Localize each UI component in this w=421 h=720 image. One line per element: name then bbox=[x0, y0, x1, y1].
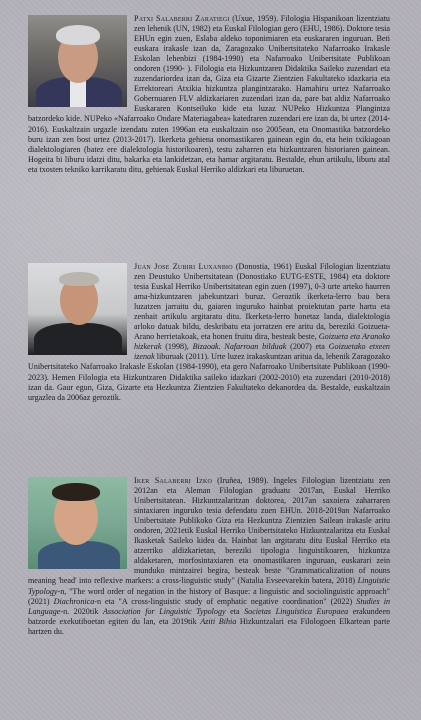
author-name: Iker Salaberri Izko bbox=[134, 476, 213, 485]
shirt-shape bbox=[70, 79, 86, 107]
hair-shape bbox=[52, 483, 100, 501]
author-photo-juanjose bbox=[28, 263, 127, 355]
author-bio-juanjose bbox=[28, 262, 390, 403]
book-title: Goizueta eta Aranoko hizkerak bbox=[134, 332, 390, 352]
author-bio-text: (Iruñea, 1989). Ingeles Filologian lizentziatu zen 2012an eta Aleman Filologian graduatu 2017an, Euskal Herriko Unibertsitatean. Hizkuntzalaritzan doktorea, 2017an saxoiera zaharraren sintaxiaren inguruko tesia defendatu zuen EHUn. 2018-2019an Nafarroako Unibertsitate Publikoko Giza eta Hezkuntza Zientzien Sailean irakasle aritu ondoren, 2021etik Euskal Herriko Unibertsitateko Hizkuntzalaritza eta Euskal Ikasketak Saileko kidea da. Hainbat lan argitaratu ditu Euskal Herriko eta atzerriko aldizkarietan, bereziki tipologia linguistikoaren, hizkuntza aldaketaren, morfosintaxiaren eta onomastikaren inguruan, euskarari zein munduko mintzairei begira, besteak beste "Grammaticalization of nouns meaning 'head' into reflexive markers: a cross-linguistic study" (Natalia Evseevarekin batera, 2018) bbox=[28, 476, 390, 586]
journal-title: Studies in Language bbox=[28, 596, 391, 616]
author-bio-text: -n, "The word order of negation in the history of Basque: a linguistic and sociolinguistic approach" (2021) bbox=[28, 586, 390, 606]
author-bio-text: (2007) eta bbox=[290, 342, 325, 352]
author-bio-text: eta bbox=[230, 606, 240, 616]
author-bio-text: (1998), bbox=[165, 342, 189, 352]
author-bio-text: (Donostia, 1961) Euskal Filologian lizentziatu zen Deustuko Unibertsitatean (Donostiako EUTG-ESTE, 1984) eta doktore tesia Euskal Herriko Unibertsitatean egin zuen (1997), 0-3 urte arteko haurren ama-hizkuntzaren jabekuntzari buruz. Geroztik ikerketa-lerro bau bera luzatzen jarraitu du, gaiaren inguruko hainbat proiektutan parte hartu eta zenbait artikulu argitaratu ditu. Ikerketa-lerro honetaz landa, dialektologia arloko datuak bildu, deskribatu eta jorratzen ere aritu da, bereziki Goizueta-Arano herrietakoak, eta honen fruitu dira, besteak beste, bbox=[134, 262, 390, 342]
author-bio-text: Hizkuntzalari eta Filologoen Elkartean parte hartzen du. bbox=[28, 616, 390, 636]
hair-shape bbox=[56, 25, 100, 45]
shirt-shape bbox=[34, 323, 122, 355]
author-bio-patxi bbox=[28, 14, 390, 175]
journal-title: Societas Linguistica Europaea bbox=[244, 606, 349, 616]
author-name: Juan Jose Zubiri Luxanbio bbox=[134, 262, 233, 271]
author-bio-text: (Uxue, 1959). Filologia Hispanikoan lizentziatu zen lehenik (UN, 1982) eta Euskal Filologian gero (EHU, 1986). Doktore tesia EHUn egin zuen, Eslaba aldeko toponimiaren eta euskararen inguruan. Beti euskara irakasle izan da, Zaragozako Unibertsitateko Nafarroako Irakasle Eskolan lehenbizi (1984-1990) eta Nafarroako Unibertsitate Publikoan ondoren (1990- ). Filologia eta Hizkuntzaren Didaktika Saileko zuzendari eta zuzendariordea izan da, Giza eta Gizarte Zientzien Fakultateko idazkaria eta Errektoreari Atxikia hizkuntza plangintzarako. Hamahiru urtez Nafarroako Gobernuaren FLV aldizkariaren zuzendari izan da, pare bat aldiz Nafarroako Euskararen Kontseiluko kide eta luzaz NUPeko Hizkuntza Plangintza batzordeko kide. NUPeko «Nafarroako Ondare Materiagabea» katedraren zuzendari ere izan da, bi urtez (2014-2016). Euskaltzain urgazle izendatu zuten 1996an eta euskaltzain oso 2005ean, eta Onomastika batzordeko buru izan zen bost urtez (2013-2017). Ikerketa gehiena onomastikaren gainean egin du, eta hein txikiagoan dialektologiaren (batez ere dialektologia historikoaren), testu zaharren eta hizkuntzaren historiaren gainean. Hogeita bi liburu idatzi ditu, bakarka eta lankidetzan, eta hamar argitaratu. Bestalde, ehun artikulu, liburu atal eta txosten tekniko karrikaratu ditu, gehienak Euskal Herriko aldizkari eta liburuetan. bbox=[28, 14, 390, 174]
author-photo-patxi bbox=[28, 15, 127, 107]
author-name: Patxi Salaberri Zaratiegi bbox=[134, 14, 230, 23]
shirt-shape bbox=[38, 541, 120, 569]
author-bio-text: erakundeen batzorde exekutiboetan egiten du lan, eta 2019tik bbox=[28, 606, 391, 626]
book-title: Goizuetako etxeen izenak bbox=[134, 342, 390, 362]
author-bio-text: liburuak (2011). Urte luzez irakaskuntzan aritua da, lehenik Zaragozako Unibertsitateko Nafarroako Irakasle Eskolan (1984-1990), eta gero Nafarroako Unibertsitate Publikoan (1990-2023). Hemen Filologia eta Hizkuntzaren Didaktika saileko idazkari (2002-2010) eta zuzendari (2010-2018) izan da. Gaur egun, Giza, Gizarte eta Hezkuntza Zientzien Fakultateko dekanordea da. Bestalde, euskaltzain urgazlea da 2006az geroztik. bbox=[28, 352, 390, 402]
author-bio-text: -n eta "A cross-linguistic study of emphatic negative coordination" (2022) bbox=[94, 596, 353, 606]
author-photo-iker bbox=[28, 477, 127, 569]
hair-shape bbox=[59, 272, 99, 286]
journal-title: Linguistic Typology bbox=[28, 576, 391, 596]
journal-title: Association for Linguistic Typology bbox=[102, 606, 226, 616]
journal-title: Aziti Bihia bbox=[200, 616, 237, 626]
author-bio-text: -n. 2020tik bbox=[60, 606, 99, 616]
author-bio-iker bbox=[28, 476, 390, 637]
book-title: Bizaoak. Nafarroan bilduak bbox=[192, 342, 287, 352]
journal-title: Diachronica bbox=[53, 596, 95, 606]
